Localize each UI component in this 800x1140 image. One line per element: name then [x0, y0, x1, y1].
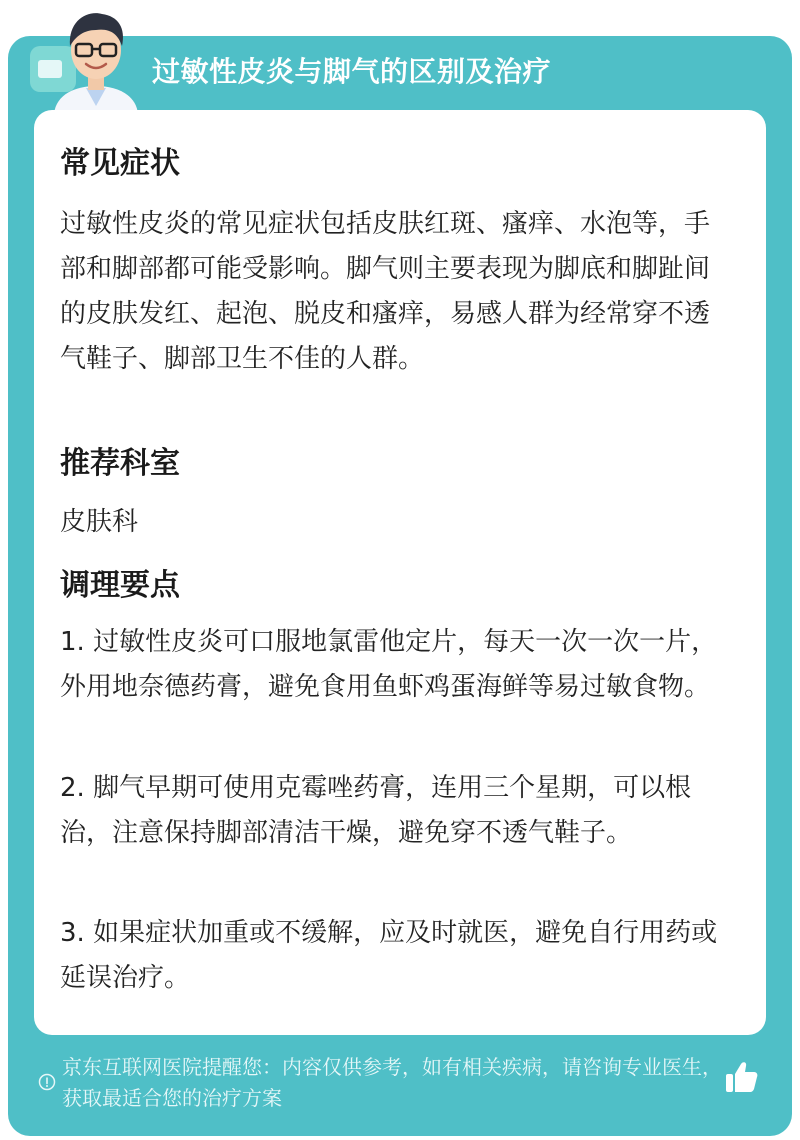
content-card: [34, 110, 766, 1035]
care-tip-1: 1. 过敏性皮炎可口服地氯雷他定片，每天一次一次一片，外用地奈德药膏，避免食用鱼虾鸡蛋海鲜等易过敏食物。: [60, 627, 718, 702]
care-tip-2: 2. 脚气早期可使用克霉唑药膏，连用三个星期，可以根治，注意保持脚部清洁干燥，避免穿不透气鞋子。: [60, 773, 692, 848]
doctor-avatar-icon: [26, 6, 156, 114]
section-heading-care-tips: 调理要点: [60, 568, 180, 603]
care-tip-3: 3. 如果症状加重或不缓解，应及时就医，避免自行用药或延误治疗。: [60, 918, 718, 993]
thumbs-up-icon[interactable]: [722, 1058, 760, 1096]
section-heading-symptoms: 常见症状: [60, 146, 180, 181]
info-icon: [38, 1073, 56, 1091]
page-title: 过敏性皮炎与脚气的区别及治疗: [152, 55, 552, 88]
section-text-department: 皮肤科: [60, 507, 139, 537]
section-heading-department: 推荐科室: [60, 446, 180, 481]
section-text-symptoms: 过敏性皮炎的常见症状包括皮肤红斑、瘙痒、水泡等，手部和脚部都可能受影响。脚气则主要表现为脚底和脚趾间的皮肤发红、起泡、脱皮和瘙痒，易感人群为经常穿不透气鞋子、脚部卫生不佳的人群。: [60, 209, 711, 374]
disclaimer-text: 京东互联网医院提醒您：内容仅供参考，如有相关疾病，请咨询专业医生，获取最适合您的治疗方案: [62, 1055, 722, 1110]
